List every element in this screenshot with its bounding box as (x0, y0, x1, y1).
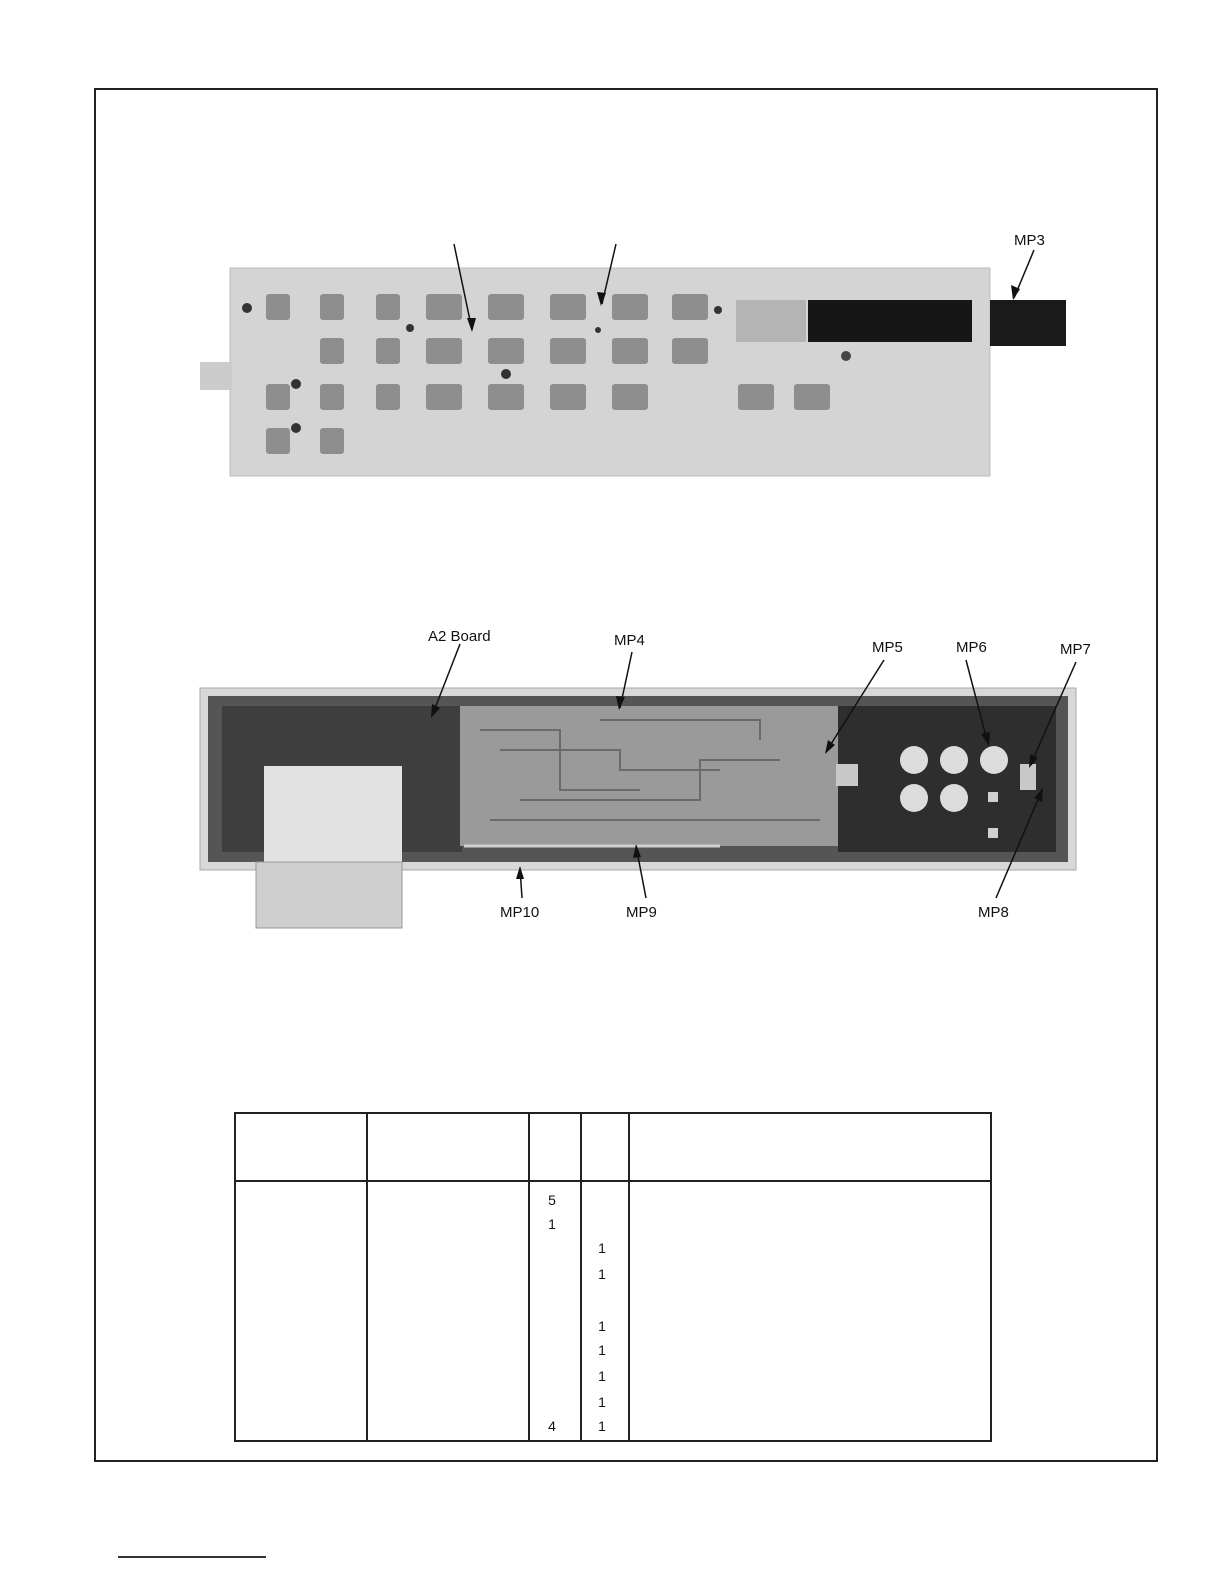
callout-mp10: MP10 (500, 904, 540, 921)
table-cell-col4: 1 (598, 1266, 606, 1282)
interior-assembly-photo (200, 644, 1076, 928)
table-cell-col4: 1 (598, 1342, 606, 1358)
callout-mp3: MP3 (1014, 232, 1045, 249)
callout-a2-board: A2 Board (428, 628, 491, 645)
table-header-rule (236, 1180, 990, 1182)
front-panel-photo (200, 244, 1066, 476)
table-cell-col4: 1 (598, 1318, 606, 1334)
display-cable (990, 300, 1066, 346)
callout-mp4: MP4 (614, 632, 645, 649)
display-window (736, 300, 806, 342)
table-cell-col3: 4 (548, 1418, 556, 1434)
table-cell-col3: 1 (548, 1216, 556, 1232)
callout-mp6: MP6 (956, 639, 987, 656)
table-cell-col4: 1 (598, 1368, 606, 1384)
table-cell-col3: 5 (548, 1192, 556, 1208)
table-col-divider (628, 1114, 630, 1440)
table-col-divider (580, 1114, 582, 1440)
table-cell-col4: 1 (598, 1418, 606, 1434)
display-area (808, 300, 972, 342)
a2-board (460, 706, 838, 846)
callout-mp5: MP5 (872, 639, 903, 656)
table-col-divider (366, 1114, 368, 1440)
table-cell-col4: 1 (598, 1240, 606, 1256)
callout-mp7: MP7 (1060, 641, 1091, 658)
footer-rule (118, 1556, 266, 1558)
table-col-divider (528, 1114, 530, 1440)
table-cell-col4: 1 (598, 1394, 606, 1410)
callout-mp8: MP8 (978, 904, 1009, 921)
callout-mp9: MP9 (626, 904, 657, 921)
parts-table (234, 1112, 992, 1442)
